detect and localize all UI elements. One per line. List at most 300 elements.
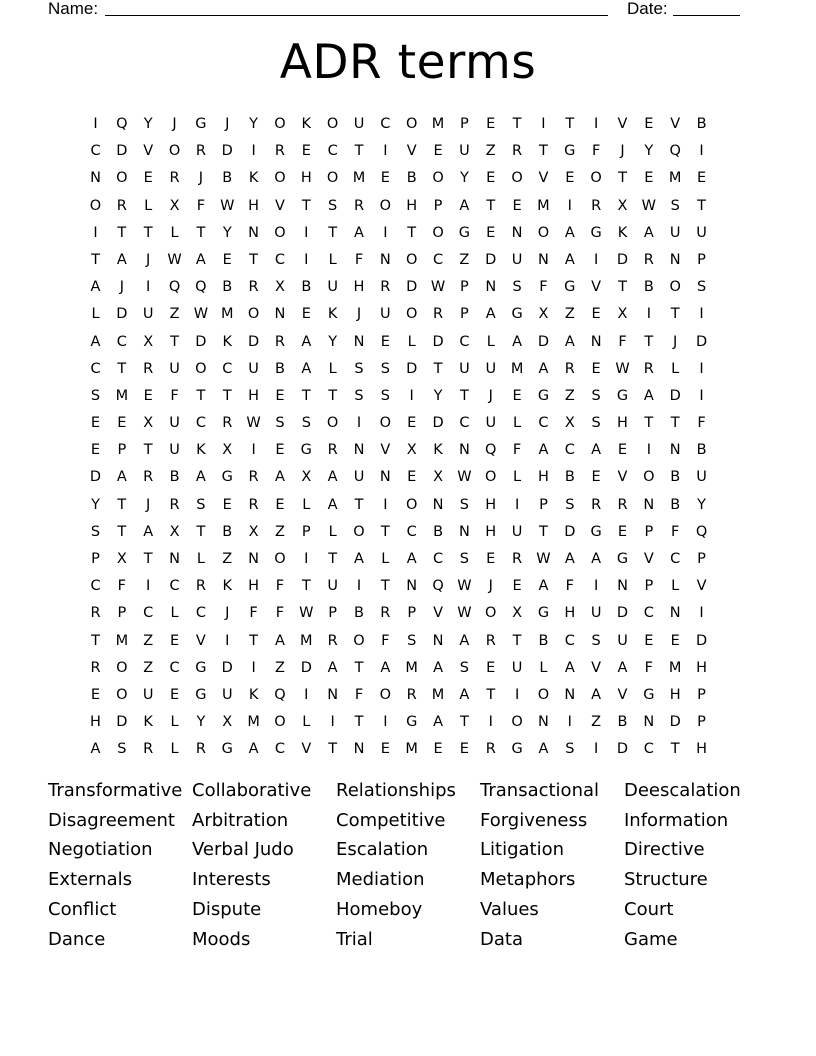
grid-letter: A [459, 632, 470, 649]
grid-letter: P [91, 551, 100, 567]
grid-letter: E [275, 442, 285, 459]
grid-letter: D [616, 741, 629, 758]
grid-letter: G [643, 686, 655, 703]
grid-letter: D [669, 714, 681, 731]
grid-letter: A [327, 496, 338, 513]
grid-row [82, 709, 735, 736]
grid-letter: O [643, 469, 655, 486]
grid-row [82, 193, 735, 220]
grid-letter: L [91, 306, 100, 323]
grid-letter: R [116, 197, 127, 214]
grid-letter: H [669, 686, 681, 703]
grid-letter: Y [249, 116, 259, 132]
grid-letter: R [512, 551, 523, 567]
grid-letter: I [304, 551, 309, 567]
grid-row [82, 519, 735, 546]
worksheet-header [48, 0, 740, 20]
grid-letter: I [409, 387, 414, 404]
grid-letter: C [169, 659, 180, 676]
grid-letter: T [354, 659, 364, 676]
grid-letter: B [222, 279, 233, 296]
grid-letter: D [406, 279, 418, 296]
grid-letter: E [617, 442, 628, 459]
grid-letter: Q [195, 279, 207, 296]
grid-letter: T [117, 523, 127, 540]
grid-letter: I [383, 224, 388, 241]
grid-letter: O [89, 197, 102, 214]
grid-letter: E [644, 170, 654, 187]
grid-letter: S [670, 197, 680, 214]
grid-letter: S [196, 496, 206, 513]
grid-letter: L [302, 714, 311, 731]
word-bank-item: Moods [192, 928, 251, 950]
grid-letter: A [643, 224, 654, 241]
grid-letter: D [116, 306, 128, 323]
grid-letter: T [222, 387, 232, 404]
grid-letter: R [143, 360, 154, 377]
grid-letter: I [567, 714, 572, 731]
grid-letter: B [670, 496, 681, 513]
grid-letter: D [695, 333, 708, 350]
grid-letter: E [90, 442, 101, 459]
word-bank-item: Negotiation [48, 839, 153, 861]
grid-letter: J [488, 387, 493, 404]
grid-letter: T [459, 387, 469, 404]
grid-row [82, 600, 735, 627]
grid-letter: I [330, 714, 335, 731]
grid-letter: T [328, 741, 338, 758]
grid-letter: H [537, 469, 549, 486]
grid-letter: T [117, 360, 127, 377]
grid-letter: S [591, 387, 601, 404]
grid-letter: L [381, 551, 390, 567]
grid-letter: Q [485, 442, 497, 459]
grid-letter: H [353, 279, 365, 296]
grid-letter: D [406, 360, 418, 377]
grid-letter: J [198, 170, 204, 187]
grid-letter: G [590, 224, 602, 241]
grid-letter: R [380, 279, 391, 296]
grid-letter: F [565, 578, 574, 595]
grid-letter: D [89, 469, 102, 486]
grid-letter: A [248, 741, 259, 758]
grid-letter: P [697, 251, 706, 268]
grid-letter: S [407, 632, 417, 649]
grid-letter: R [195, 741, 206, 758]
grid-letter: E [565, 170, 575, 187]
grid-letter: M [668, 659, 682, 676]
grid-letter: L [407, 333, 416, 350]
grid-letter: K [327, 306, 338, 323]
grid-letter: A [433, 714, 443, 731]
grid-letter: L [513, 469, 522, 486]
grid-letter: X [222, 714, 233, 731]
grid-letter: T [328, 387, 338, 404]
grid-letter: U [485, 360, 497, 377]
grid-letter: E [670, 632, 680, 649]
word-bank-item: Trial [336, 928, 373, 950]
grid-letter: I [514, 686, 520, 703]
grid-letter: O [485, 605, 497, 622]
grid-letter: N [353, 442, 365, 459]
grid-letter: Q [274, 686, 286, 703]
grid-letter: I [383, 496, 388, 513]
grid-letter: T [143, 224, 153, 241]
grid-letter: G [590, 523, 602, 540]
grid-letter: N [643, 496, 655, 513]
grid-letter: X [617, 306, 628, 323]
grid-letter: A [564, 333, 575, 350]
grid-letter: X [512, 605, 523, 622]
grid-letter: J [620, 143, 625, 160]
grid-letter: V [617, 469, 628, 486]
word-bank-item: Dance [48, 928, 106, 950]
word-bank-item: Homeboy [336, 898, 423, 920]
grid-letter: Z [591, 714, 602, 731]
grid-letter: A [327, 659, 338, 676]
grid-letter: P [697, 714, 706, 731]
grid-letter: Z [143, 659, 154, 676]
grid-letter: Y [222, 224, 232, 241]
grid-letter: E [222, 251, 232, 268]
grid-letter: N [511, 224, 523, 241]
grid-letter: E [591, 306, 601, 323]
grid-letter: O [274, 714, 286, 731]
grid-letter: X [538, 306, 549, 323]
word-bank-item: Escalation [336, 839, 429, 861]
grid-letter: S [90, 387, 101, 404]
grid-letter: C [169, 578, 180, 595]
grid-letter: E [512, 578, 522, 595]
grid-letter: P [117, 605, 127, 622]
grid-letter: O [511, 714, 523, 731]
grid-letter: E [486, 170, 496, 187]
grid-letter: E [459, 741, 469, 758]
grid-letter: U [617, 632, 628, 649]
grid-letter: S [696, 279, 707, 296]
word-bank-item: Conflict [48, 898, 117, 920]
grid-letter: L [328, 523, 337, 540]
word-bank-item: Information [624, 809, 729, 831]
grid-letter: H [90, 714, 101, 731]
grid-letter: I [699, 360, 704, 377]
grid-row [82, 165, 735, 192]
grid-letter: T [354, 143, 364, 160]
grid-letter: R [143, 741, 154, 758]
grid-letter: Z [459, 251, 470, 268]
grid-letter: H [696, 741, 707, 758]
grid-letter: W [193, 306, 209, 323]
grid-letter: W [536, 551, 551, 567]
grid-letter: N [458, 442, 470, 459]
grid-letter: E [301, 306, 311, 323]
grid-letter: R [222, 415, 233, 432]
grid-letter: S [591, 415, 601, 432]
grid-letter: I [594, 741, 599, 758]
grid-letter: T [328, 224, 338, 241]
grid-letter: A [459, 197, 470, 214]
grid-letter: P [644, 578, 654, 595]
grid-letter: O [353, 632, 365, 649]
grid-letter: A [195, 251, 206, 268]
grid-letter: A [564, 251, 575, 268]
grid-letter: T [301, 578, 311, 595]
grid-letter: N [538, 714, 549, 731]
grid-letter: M [115, 632, 129, 649]
grid-letter: T [380, 523, 390, 540]
grid-letter: P [328, 605, 338, 622]
grid-letter: C [380, 116, 391, 132]
grid-letter: V [643, 551, 654, 567]
grid-letter: L [513, 415, 522, 432]
grid-letter: C [538, 415, 549, 432]
grid-letter: E [433, 143, 443, 160]
grid-letter: D [432, 333, 444, 350]
grid-letter: R [380, 605, 391, 622]
grid-letter: E [90, 415, 101, 432]
word-bank-item: Data [480, 928, 523, 950]
grid-letter: E [433, 741, 443, 758]
grid-letter: O [116, 659, 128, 676]
grid-letter: C [643, 741, 654, 758]
grid-letter: D [221, 143, 233, 160]
grid-letter: U [327, 578, 338, 595]
grid-letter: J [119, 279, 124, 296]
grid-letter: M [668, 170, 682, 187]
grid-letter: O [274, 116, 286, 132]
grid-letter: E [591, 360, 601, 377]
grid-letter: V [696, 578, 707, 595]
grid-letter: R [195, 143, 206, 160]
grid-letter: E [143, 170, 153, 187]
grid-letter: O [353, 523, 365, 540]
grid-letter: N [169, 551, 180, 567]
grid-letter: S [459, 496, 469, 513]
grid-letter: Q [432, 578, 444, 595]
grid-letter: V [380, 442, 391, 459]
grid-letter: O [405, 251, 418, 268]
grid-letter: B [670, 469, 681, 486]
grid-letter: A [195, 469, 206, 486]
grid-letter: V [195, 632, 206, 649]
grid-letter: T [512, 116, 522, 132]
grid-letter: E [512, 387, 522, 404]
word-bank-item: Deescalation [624, 780, 741, 801]
grid-letter: L [170, 605, 179, 622]
grid-letter: E [90, 686, 101, 703]
grid-letter: G [195, 686, 207, 703]
grid-letter: C [459, 333, 470, 350]
grid-letter: W [615, 360, 630, 377]
grid-letter: P [407, 605, 417, 622]
grid-letter: T [91, 632, 100, 649]
grid-letter: B [538, 632, 549, 649]
grid-letter: T [301, 387, 311, 404]
grid-letter: D [564, 523, 576, 540]
grid-letter: M [405, 659, 418, 676]
grid-letter: I [699, 143, 704, 160]
grid-letter: O [379, 415, 392, 432]
grid-letter: E [617, 523, 628, 540]
grid-letter: E [486, 116, 496, 132]
grid-letter: S [380, 387, 390, 404]
grid-letter: C [670, 551, 681, 567]
grid-letter: V [670, 116, 681, 132]
grid-letter: I [251, 143, 256, 160]
grid-letter: F [644, 659, 654, 676]
grid-letter: T [697, 197, 706, 214]
grid-letter: Y [697, 496, 706, 513]
grid-letter: E [644, 632, 654, 649]
grid-letter: C [90, 578, 101, 595]
grid-letter: F [117, 578, 127, 595]
grid-letter: P [697, 686, 706, 703]
grid-letter: C [195, 605, 206, 622]
grid-letter: D [485, 251, 497, 268]
grid-letter: M [405, 741, 418, 758]
grid-letter: R [617, 496, 628, 513]
grid-letter: N [406, 578, 418, 595]
grid-letter: A [354, 224, 364, 241]
grid-letter: K [248, 170, 259, 187]
grid-letter: T [196, 387, 206, 404]
grid-letter: P [117, 442, 127, 459]
grid-letter: X [564, 415, 575, 432]
grid-letter: W [457, 605, 472, 622]
grid-letter: T [486, 686, 496, 703]
grid-letter: U [142, 306, 154, 323]
grid-letter: O [326, 415, 339, 432]
grid-letter: E [275, 496, 285, 513]
grid-letter: O [537, 224, 550, 241]
grid-letter: K [433, 442, 443, 459]
grid-letter: D [116, 714, 128, 731]
grid-letter: P [460, 279, 469, 296]
grid-letter: X [143, 415, 154, 432]
grid-letter: N [274, 306, 286, 323]
grid-letter: U [327, 279, 338, 296]
grid-letter: R [485, 741, 496, 758]
grid-letter: R [433, 306, 444, 323]
grid-letter: C [432, 251, 444, 268]
grid-letter: F [591, 143, 601, 160]
grid-letter: R [248, 469, 259, 486]
grid-row [82, 546, 735, 573]
grid-letter: C [564, 442, 575, 459]
grid-letter: X [143, 333, 154, 350]
grid-row [82, 111, 735, 138]
grid-letter: A [301, 333, 312, 350]
grid-letter: G [300, 442, 312, 459]
grid-letter: L [170, 714, 179, 731]
grid-letter: L [486, 333, 495, 350]
grid-letter: O [326, 170, 339, 187]
grid-letter: S [512, 279, 522, 296]
grid-letter: H [248, 578, 260, 595]
grid-letter: U [696, 469, 707, 486]
word-bank-item: Arbitration [192, 809, 289, 831]
grid-letter: C [432, 551, 444, 567]
grid-letter: T [91, 251, 100, 268]
grid-letter: X [248, 523, 259, 540]
grid-letter: I [304, 251, 309, 268]
grid-letter: O [195, 360, 207, 377]
grid-letter: J [172, 116, 177, 132]
grid-row [82, 410, 735, 437]
grid-letter: R [274, 333, 285, 350]
grid-letter: C [90, 143, 101, 160]
grid-letter: Y [143, 116, 153, 132]
grid-letter: V [301, 741, 312, 758]
grid-letter: I [93, 224, 98, 241]
grid-letter: E [696, 170, 707, 187]
grid-letter: F [381, 632, 390, 649]
grid-letter: T [486, 197, 496, 214]
grid-letter: I [699, 605, 704, 622]
grid-letter: T [618, 279, 627, 296]
grid-letter: N [248, 551, 260, 567]
grid-letter: X [169, 197, 180, 214]
grid-letter: W [641, 197, 657, 214]
word-bank-item: Transformative [48, 780, 183, 801]
grid-letter: E [591, 469, 601, 486]
grid-letter: I [356, 578, 362, 595]
grid-letter: E [380, 170, 390, 187]
date-label: Date: [627, 0, 668, 18]
grid-letter: J [225, 605, 230, 622]
grid-letter: Z [143, 632, 154, 649]
grid-letter: E [143, 387, 153, 404]
grid-letter: F [539, 279, 548, 296]
grid-letter: C [143, 605, 154, 622]
grid-letter: N [590, 333, 602, 350]
word-bank-item: Relationships [336, 780, 456, 801]
grid-letter: Y [91, 496, 100, 513]
grid-letter: A [354, 551, 364, 567]
grid-letter: O [511, 170, 523, 187]
grid-letter: V [591, 659, 602, 676]
grid-letter: Z [169, 306, 180, 323]
word-bank-item: Externals [48, 869, 133, 891]
grid-row [82, 220, 735, 247]
grid-letter: P [644, 523, 654, 540]
grid-letter: F [249, 605, 258, 622]
grid-row [82, 437, 735, 464]
grid-letter: K [222, 578, 232, 595]
grid-letter: T [196, 224, 206, 241]
grid-letter: Z [274, 659, 285, 676]
grid-letter: A [116, 251, 127, 268]
grid-letter: A [485, 306, 496, 323]
grid-letter: I [646, 442, 651, 459]
grid-letter: T [354, 714, 364, 731]
grid-letter: B [696, 116, 707, 132]
grid-letter: S [459, 551, 469, 567]
grid-letter: A [643, 387, 654, 404]
grid-letter: O [326, 116, 339, 132]
grid-letter: U [459, 360, 470, 377]
grid-letter: Q [116, 116, 128, 132]
grid-letter: A [459, 686, 470, 703]
grid-letter: S [275, 415, 285, 432]
grid-letter: W [299, 605, 314, 622]
grid-letter: C [564, 632, 575, 649]
grid-letter: A [327, 469, 338, 486]
grid-letter: C [116, 333, 127, 350]
grid-letter: F [196, 197, 206, 214]
grid-letter: N [564, 686, 576, 703]
grid-letter: G [221, 741, 233, 758]
